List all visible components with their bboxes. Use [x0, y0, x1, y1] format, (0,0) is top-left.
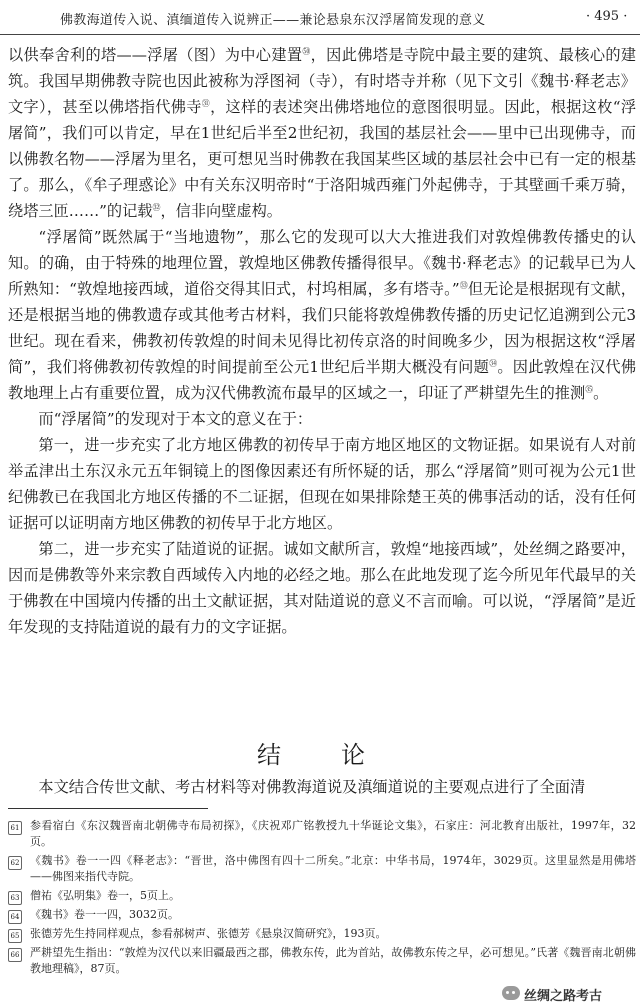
paragraph-2 [8, 224, 636, 406]
footnote-ref[interactable]: ㉛ [201, 98, 211, 108]
footnote-text: 参看宿白《东汉魏晋南北朝佛寺布局初探》，《庆祝邓广铭教授九十华诞论文集》，石家庄：河北教育出版社，1997年，32页。 [30, 819, 636, 848]
conclusion-paragraph: 本文结合传世文献、考古材料等对佛教海道说及滇缅道说的主要观点进行了全面清 [38, 778, 586, 796]
watermark-text: 丝绸之路考古 [524, 989, 603, 1004]
footnote-ref[interactable]: ㉝ [459, 280, 468, 290]
text-run: ，信非向壁虚构。 [160, 202, 282, 220]
paragraph-4: 第一，进一步充实了北方地区佛教的初传早于南方地区地区的文物证据。如果说有人对前举孟津出土东汉永元五年铜镜上的图像因素还有所怀疑的话，那么“浮屠简”则可视为公元1世纪佛教已在我国北方地区传播的不二证据，但现在如果排除楚王英的佛事活动的话，没有任何证据可以证明南方地区佛教的初传早于北方地区。 [8, 436, 636, 532]
main-text [8, 42, 636, 640]
footnote-number: 62 [8, 856, 22, 870]
section-heading: 结 论 [257, 741, 383, 769]
watermark [500, 980, 640, 1008]
footnote-text: 《魏书》卷一一四，3032页。 [30, 908, 179, 921]
footnote-item [8, 888, 636, 904]
footnote-item [8, 907, 636, 923]
text-run: ，这样的表述突出佛塔地位的意图很明显。因此，根据这枚“浮屠简”，我们可以肯定，早在1世纪后半至2世纪初，我国的基层社会——里中已出现佛寺，而以佛教名物——浮屠为里名，更可想见当时佛教在我国某些区域的基层社会中已有一定的根基了。那么，《牟子理惑论》中有关东汉明帝时“于洛阳城西雍门外起佛寺，于其壁画千乘万骑，绕塔三匝……”的记载 [8, 98, 637, 220]
footnote-text: 严耕望先生指出：“敦煌为汉代以来旧疆最西之郡，佛教东传，此为首站，故佛教东传之早，必可想见。”氏著《魏晋南北朝佛教地理稿》，87页。 [30, 946, 636, 975]
text-run: “浮屠简”既然属于“当地遗物”，那么它的发现可以大大推进我们对敦煌佛教传播史的认知。的确，由于特殊的地理位置，敦煌地区佛教传播得很早。《魏书·释老志》的记载早已为人所熟知：“敦煌地接西域，道俗交得其旧式，村坞相属，多有塔寺。” [8, 228, 636, 298]
footnotes [8, 818, 636, 980]
footnote-item [8, 818, 636, 850]
footnote-text: 《魏书》卷一一四《释老志》：“晋世，洛中佛图有四十二所矣。”北京：中华书局，1974年，3029页。这里显然是用佛塔——佛图来指代寺院。 [30, 854, 636, 883]
footnote-text: 张德芳先生持同样观点，参看郝树声、张德芳《悬泉汉简研究》，193页。 [30, 927, 387, 940]
footnote-item [8, 853, 636, 885]
footnote-number: 64 [8, 910, 22, 924]
text-run: 以供奉舍利的塔——浮屠（图）为中心建置 [8, 46, 303, 64]
text-run: 但无论是根据现有文献，还是根据当地的佛教遗存或其他考古材料，我们只能将敦煌佛教传播的历史记忆追溯到公元3世纪。现在看来，佛教初传敦煌的时间未见得比初传京洛的时间晚多少，因为根据这枚“浮屠简”，我们将佛教初传敦煌的时间提前至公元1世纪后半期大概没有问题 [8, 280, 636, 376]
paragraph-3: 而“浮屠简”的发现对于本文的意义在于： [38, 410, 313, 428]
footnote-number: 66 [8, 948, 22, 962]
page-header [0, 0, 640, 35]
footnote-number: 63 [8, 891, 22, 905]
footnote-number: 65 [8, 929, 22, 943]
wechat-icon [502, 986, 520, 1000]
footnote-ref[interactable]: ㊿ [302, 46, 311, 56]
footnote-number: 61 [8, 821, 22, 835]
footnote-item [8, 945, 636, 977]
text-run: 。因此敦煌在汉代佛教地理上占有重要位置，成为汉代佛教流布最早的区域之一，印证了严耕望先生的推测 [8, 358, 636, 402]
text-run: 。 [593, 384, 609, 402]
page-number: · 495 · [586, 9, 628, 24]
footnote-text: 僧祐《弘明集》卷一，5页上。 [30, 889, 180, 902]
footnote-item [8, 926, 636, 942]
running-title: 佛教海道传入说、滇缅道传入说辨正——兼论悬泉东汉浮屠简发现的意义 [60, 13, 486, 28]
paragraph-1 [8, 42, 636, 224]
footnote-ref[interactable]: ㉜ [152, 202, 161, 212]
text-run: ，因此佛塔是寺院中最主要的建筑、最核心的建筑。我国早期佛教寺院也因此被称为浮图祠（寺），有时塔寺并称（见下文引《魏书·释老志》文字），甚至以佛塔指代佛寺 [8, 46, 637, 116]
footnote-ref[interactable]: ㉟ [585, 384, 594, 394]
footnote-divider [8, 808, 208, 809]
footnote-ref[interactable]: ㉞ [489, 358, 498, 368]
paragraph-5: 第二，进一步充实了陆道说的证据。诚如文献所言，敦煌“地接西域”，处丝绸之路要冲，因而是佛教等外来宗教自西域传入内地的必经之地。那么在此地发现了迄今所见年代最早的关于佛教在中国境内传播的出土文献证据，其对陆道说的意义不言而喻。可以说，“浮屠简”是近年发现的支持陆道说的最有力的文字证据。 [8, 540, 636, 636]
